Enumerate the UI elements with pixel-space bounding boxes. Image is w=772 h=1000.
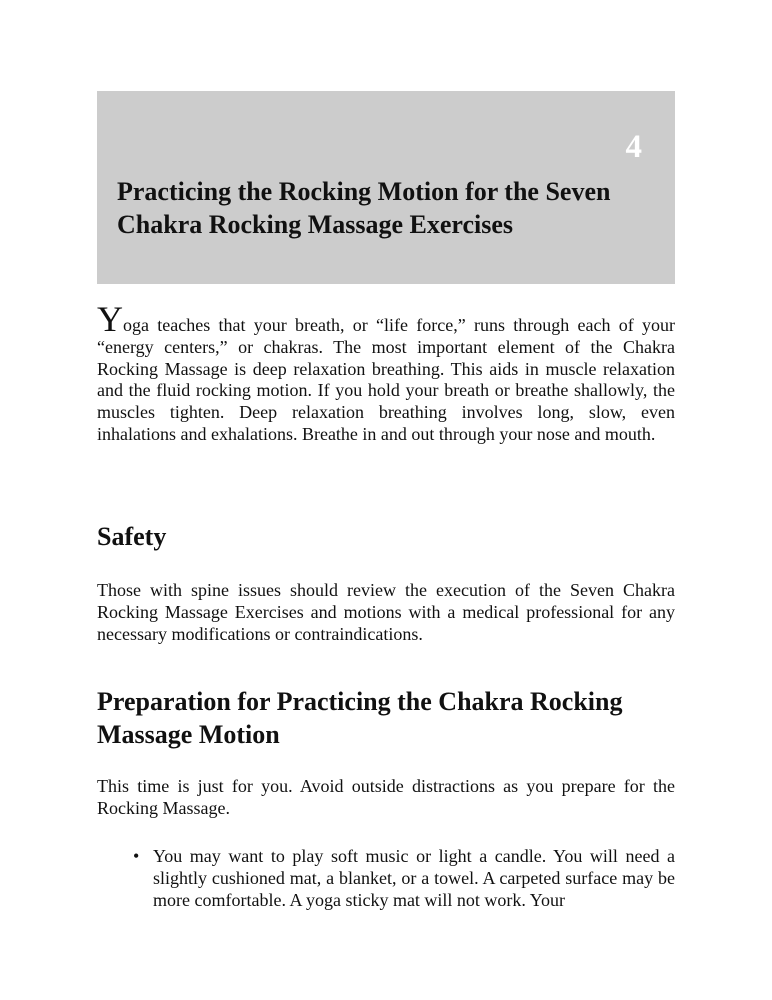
preparation-bullet-list	[97, 845, 675, 911]
intro-text: oga teaches that your breath, or “life force,” runs through each of your “energy centers,” or chakras. The most important element of the Chakra Rocking Massage is deep relaxation breathing. This aids in muscle relaxation and the fluid rocking motion. If you hold your breath or breathe shallowly, the muscles tighten. Deep relaxation breathing involves long, slow, even inhalations and exhalations. Breathe in and out through your nose and mouth.	[97, 315, 675, 444]
list-item	[97, 845, 675, 911]
safety-heading: Safety	[97, 522, 167, 551]
list-item-text: You may want to play soft music or light a candle. You will need a slightly cushioned mat, a blanket, or a towel. A carpeted surface may be more comfortable. A yoga sticky mat will not work. Your	[153, 846, 675, 910]
bullet-icon: •	[133, 846, 140, 866]
chapter-header-box	[97, 91, 675, 284]
preparation-paragraph: This time is just for you. Avoid outside distractions as you prepare for the Rocking Massage.	[97, 776, 675, 818]
intro-paragraph	[97, 299, 675, 446]
drop-cap: Y	[97, 299, 123, 339]
safety-paragraph: Those with spine issues should review the execution of the Seven Chakra Rocking Massage Exercises and motions with a medical professional for any necessary modifications or contraindications.	[97, 580, 675, 644]
chapter-title: Practicing the Rocking Motion for the Seven Chakra Rocking Massage Exercises	[117, 177, 611, 239]
chapter-number: 4	[625, 129, 642, 165]
preparation-heading: Preparation for Practicing the Chakra Rocking Massage Motion	[97, 687, 623, 749]
